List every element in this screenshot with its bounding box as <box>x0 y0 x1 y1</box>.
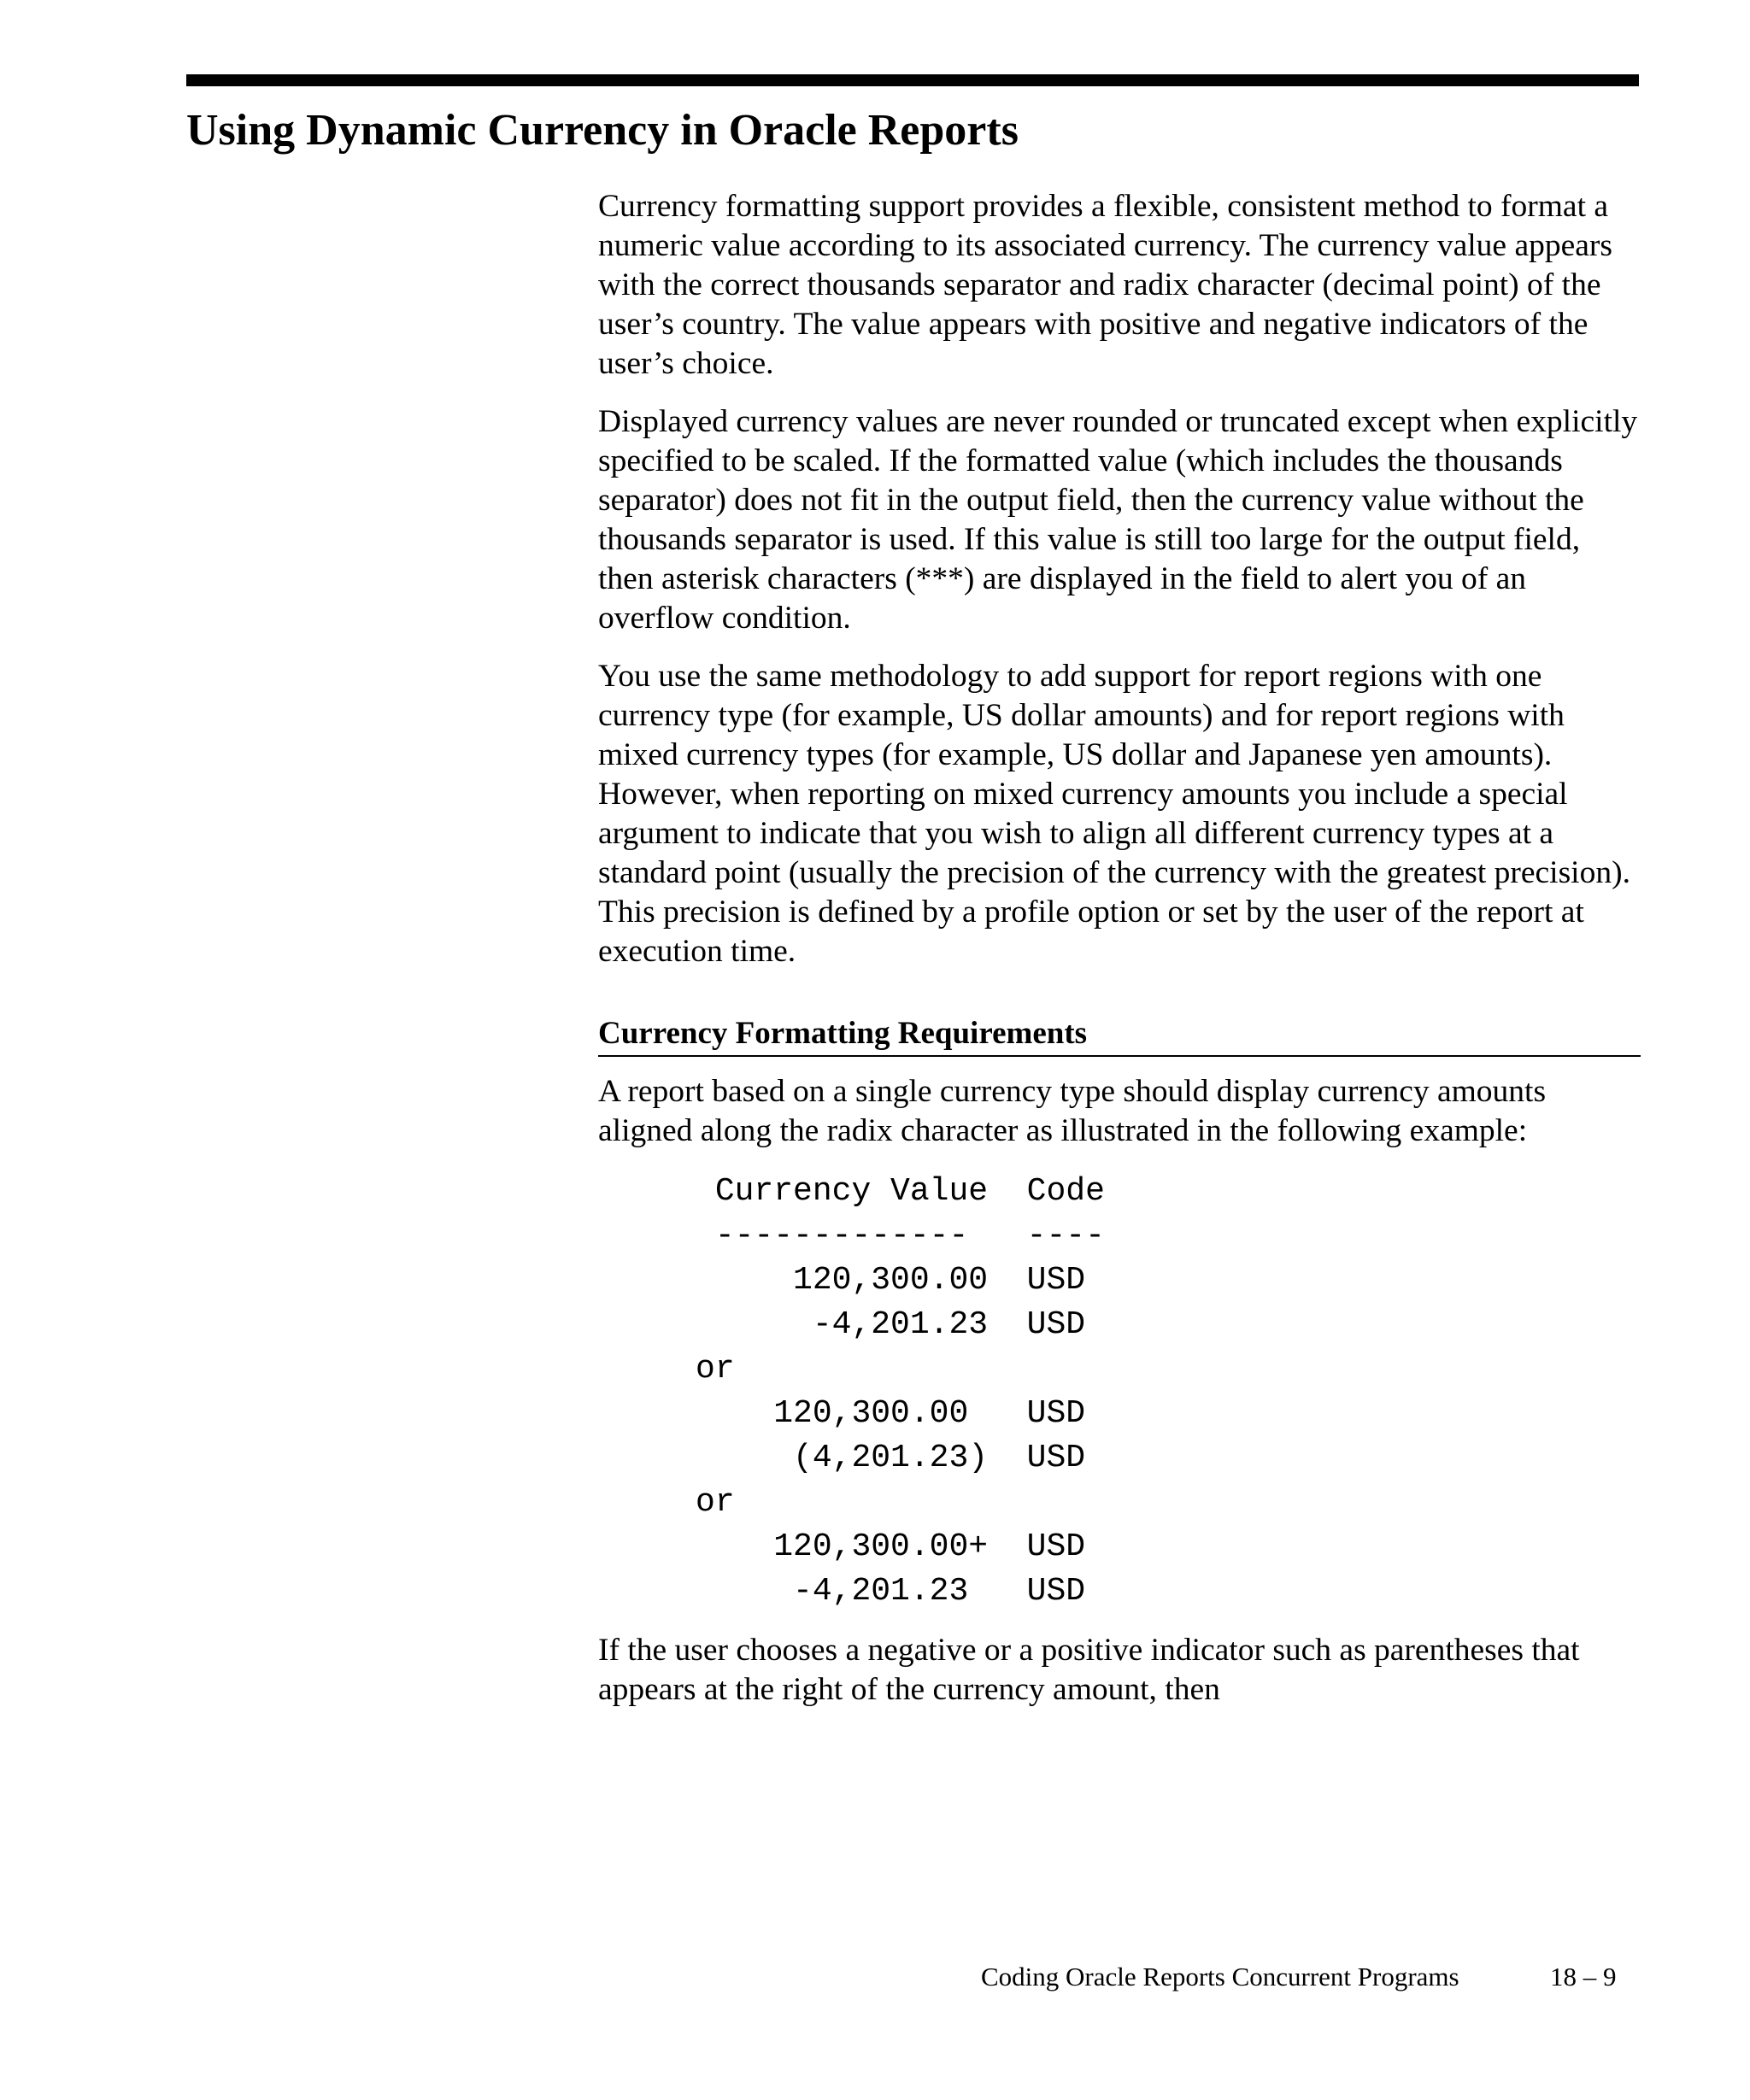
code-example <box>598 1170 1641 1614</box>
code-line: Currency Value Code <box>598 1173 1105 1210</box>
code-line: -4,201.23 USD <box>598 1306 1086 1343</box>
code-line: 120,300.00+ USD <box>598 1528 1086 1565</box>
page-title: Using Dynamic Currency in Oracle Reports <box>186 106 1019 155</box>
code-line: -4,201.23 USD <box>598 1573 1086 1610</box>
code-line: 120,300.00 USD <box>598 1395 1086 1432</box>
section-intro: A report based on a single currency type should display currency amounts aligned along the radix character as illustrated in the following example: <box>598 1074 1547 1148</box>
code-line: 120,300.00 USD <box>598 1262 1086 1299</box>
code-line: or <box>598 1351 735 1387</box>
paragraph-intro: Currency formatting support provides a flexible, consistent method to format a numeric value according to its associated currency. The currency value appears with the correct thousands separator and radix character (decimal point) of the user’s country. The value appears with positive and negative indicators of the user’s choice. <box>598 189 1612 381</box>
code-line: (4,201.23) USD <box>598 1440 1086 1476</box>
top-rule <box>186 74 1639 86</box>
section-outro: If the user chooses a negative or a positive indicator such as parentheses that appears at the right of the currency amount, then <box>598 1633 1580 1707</box>
code-line: or <box>598 1484 735 1521</box>
footer-page-number: 18 – 9 <box>1550 1962 1617 1991</box>
body-column <box>598 187 1641 1728</box>
section-heading: Currency Formatting Requirements <box>598 1014 1641 1057</box>
code-line: ------------- ---- <box>598 1217 1105 1254</box>
paragraph-rounding: Displayed currency values are never rounded or truncated except when explicitly specified to be scaled. If the formatted value (which includes the thousands separator) does not fit in the output field, then the currency value without the thousands separator is used. If this value is still too large for the output field, then asterisk characters (***) are displayed in the field to alert you of an overflow condition. <box>598 404 1638 636</box>
footer-chapter-title: Coding Oracle Reports Concurrent Programs <box>981 1962 1459 1991</box>
page-footer <box>981 1960 1617 1994</box>
paragraph-methodology: You use the same methodology to add support for report regions with one currency type (for example, US dollar amounts) and for report regions with mixed currency types (for example, US dollar and Japanese yen amounts). However, when reporting on mixed currency amounts you include a special argument to indicate that you wish to align all different currency types at a standard point (usually the precision of the currency with the greatest precision). This precision is defined by a profile option or set by the user of the report at execution time. <box>598 659 1630 969</box>
